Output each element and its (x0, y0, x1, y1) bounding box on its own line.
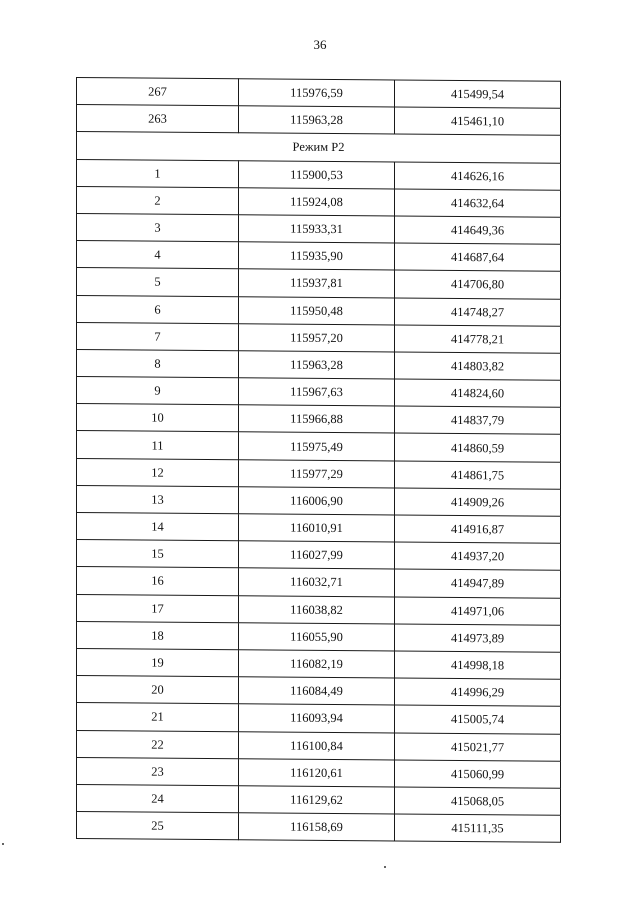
point-number-cell: 25 (77, 812, 239, 840)
y-coordinate-cell: 415499,54 (395, 80, 561, 108)
x-coordinate-cell: 115966,88 (239, 405, 395, 433)
y-coordinate-cell: 414706,80 (395, 270, 561, 298)
table-row (77, 730, 561, 761)
x-coordinate-cell: 116055,90 (239, 623, 395, 651)
scan-speck (2, 843, 4, 845)
x-coordinate-cell: 115967,63 (239, 378, 395, 406)
y-coordinate-cell: 414626,16 (395, 162, 561, 190)
table-row (77, 268, 561, 299)
table-row (77, 213, 561, 244)
y-coordinate-cell: 415060,99 (395, 760, 561, 788)
table-row (77, 485, 561, 516)
section-header-row (77, 132, 561, 163)
x-coordinate-cell: 116158,69 (239, 813, 395, 841)
x-coordinate-cell: 116038,82 (239, 595, 395, 623)
x-coordinate-cell: 116120,61 (239, 758, 395, 786)
y-coordinate-cell: 414837,79 (395, 406, 561, 434)
point-number-cell: 15 (77, 540, 239, 568)
point-number-cell: 21 (77, 703, 239, 731)
x-coordinate-cell: 115900,53 (239, 160, 395, 188)
x-coordinate-cell: 115963,28 (239, 351, 395, 379)
x-coordinate-cell: 115924,08 (239, 188, 395, 216)
x-coordinate-cell: 116093,94 (239, 704, 395, 732)
x-coordinate-cell: 115933,31 (239, 215, 395, 243)
y-coordinate-cell: 414861,75 (395, 461, 561, 489)
point-number-cell: 8 (77, 349, 239, 377)
point-number-cell: 22 (77, 730, 239, 758)
x-coordinate-cell: 115935,90 (239, 242, 395, 270)
point-number-cell: 23 (77, 757, 239, 785)
point-number-cell: 10 (77, 404, 239, 432)
table-row (77, 703, 561, 734)
coordinates-table (76, 77, 561, 843)
table-row (77, 784, 561, 815)
y-coordinate-cell: 414748,27 (395, 298, 561, 326)
point-number-cell: 13 (77, 485, 239, 513)
page-number: 36 (313, 37, 327, 52)
point-number-cell: 1 (77, 159, 239, 187)
table-row (77, 621, 561, 652)
x-coordinate-cell: 115957,20 (239, 323, 395, 351)
y-coordinate-cell: 414649,36 (395, 216, 561, 244)
x-coordinate-cell: 115977,29 (239, 459, 395, 487)
point-number-cell: 7 (77, 322, 239, 350)
table-row (77, 241, 561, 272)
y-coordinate-cell: 414916,87 (395, 515, 561, 543)
y-coordinate-cell: 414632,64 (395, 189, 561, 217)
y-coordinate-cell: 415068,05 (395, 787, 561, 815)
point-number-cell: 18 (77, 621, 239, 649)
x-coordinate-cell: 116027,99 (239, 541, 395, 569)
point-number-cell: 263 (77, 105, 239, 133)
point-number-cell: 12 (77, 458, 239, 486)
table-row (77, 322, 561, 353)
table-row (77, 404, 561, 435)
point-number-cell: 2 (77, 186, 239, 214)
table-row (77, 349, 561, 380)
table-row (77, 567, 561, 598)
point-number-cell: 24 (77, 784, 239, 812)
x-coordinate-cell: 116100,84 (239, 731, 395, 759)
table-row (77, 458, 561, 489)
table-row (77, 159, 561, 190)
table-row (77, 513, 561, 544)
scan-speck (384, 866, 386, 868)
point-number-cell: 9 (77, 377, 239, 405)
point-number-cell: 20 (77, 676, 239, 704)
table-row (77, 594, 561, 625)
y-coordinate-cell: 414998,18 (395, 651, 561, 679)
x-coordinate-cell: 115963,28 (239, 106, 395, 134)
x-coordinate-cell: 116006,90 (239, 487, 395, 515)
table-row (77, 757, 561, 788)
y-coordinate-cell: 415005,74 (395, 705, 561, 733)
x-coordinate-cell: 115937,81 (239, 269, 395, 297)
table-row (77, 377, 561, 408)
y-coordinate-cell: 415111,35 (395, 814, 561, 842)
table-row (77, 78, 561, 109)
x-coordinate-cell: 116032,71 (239, 568, 395, 596)
y-coordinate-cell: 414973,89 (395, 624, 561, 652)
y-coordinate-cell: 414778,21 (395, 325, 561, 353)
point-number-cell: 4 (77, 241, 239, 269)
y-coordinate-cell: 414824,60 (395, 379, 561, 407)
table-row (77, 431, 561, 462)
y-coordinate-cell: 414937,20 (395, 542, 561, 570)
table-row (77, 186, 561, 217)
x-coordinate-cell: 115976,59 (239, 79, 395, 107)
point-number-cell: 14 (77, 513, 239, 541)
x-coordinate-cell: 116082,19 (239, 650, 395, 678)
x-coordinate-cell: 115950,48 (239, 296, 395, 324)
point-number-cell: 5 (77, 268, 239, 296)
table-row (77, 540, 561, 571)
point-number-cell: 16 (77, 567, 239, 595)
x-coordinate-cell: 116010,91 (239, 514, 395, 542)
section-title: Режим Р2 (77, 132, 561, 163)
y-coordinate-cell: 415021,77 (395, 733, 561, 761)
table-row (77, 676, 561, 707)
table-row (77, 648, 561, 679)
y-coordinate-cell: 415461,10 (395, 107, 561, 135)
y-coordinate-cell: 414996,29 (395, 678, 561, 706)
y-coordinate-cell: 414860,59 (395, 433, 561, 461)
point-number-cell: 17 (77, 594, 239, 622)
y-coordinate-cell: 414947,89 (395, 569, 561, 597)
x-coordinate-cell: 116084,49 (239, 677, 395, 705)
y-coordinate-cell: 414909,26 (395, 488, 561, 516)
x-coordinate-cell: 116129,62 (239, 786, 395, 814)
point-number-cell: 6 (77, 295, 239, 323)
coordinates-table-body (77, 78, 561, 843)
table-row (77, 812, 561, 843)
point-number-cell: 3 (77, 213, 239, 241)
x-coordinate-cell: 115975,49 (239, 432, 395, 460)
y-coordinate-cell: 414803,82 (395, 352, 561, 380)
y-coordinate-cell: 414971,06 (395, 597, 561, 625)
y-coordinate-cell: 414687,64 (395, 243, 561, 271)
point-number-cell: 19 (77, 648, 239, 676)
point-number-cell: 11 (77, 431, 239, 459)
table-row (77, 105, 561, 136)
point-number-cell: 267 (77, 78, 239, 106)
table-row (77, 295, 561, 326)
